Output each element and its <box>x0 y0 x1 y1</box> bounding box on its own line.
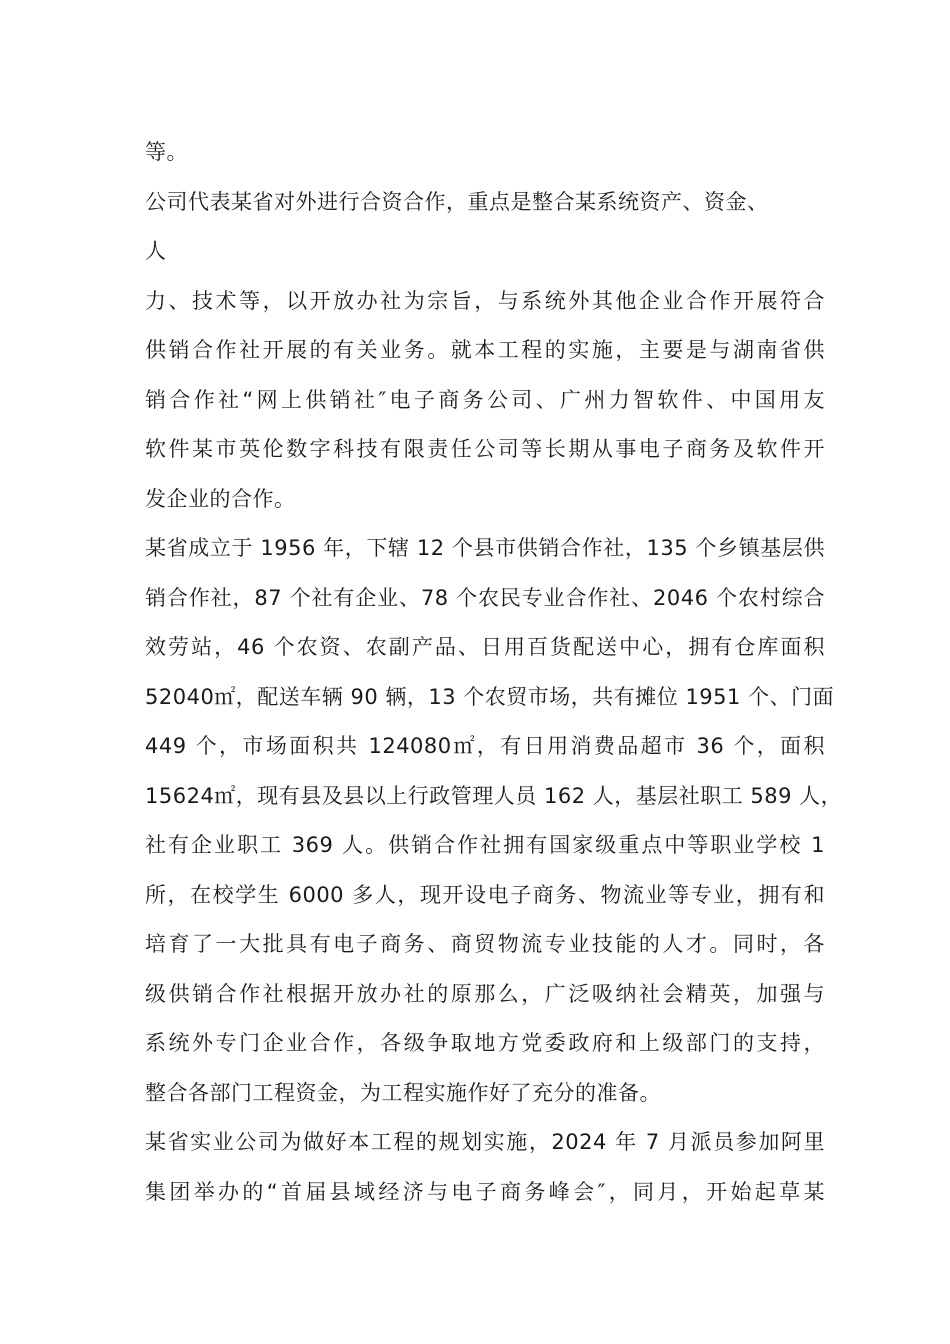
text-line: 整合各部门工程资金，为工程实施作好了充分的准备。 <box>145 1080 661 1105</box>
text-line: 集团举办的“首届县域经济与电子商务峰会″，同月，开始起草某 <box>145 1179 825 1204</box>
text-line: 效劳站，46 个农资、农副产品、日用百货配送中心，拥有仓库面积 <box>145 635 825 659</box>
body-text <box>145 128 843 1217</box>
text-line: 销合作社，87 个社有企业、78 个农民专业合作社、2046 个农村综合 <box>145 585 825 610</box>
text-line: 所，在校学生 6000 多人，现开设电子商务、物流业等专业，拥有和 <box>145 882 825 907</box>
text-line: 级供销合作社根据开放办社的原那么，广泛吸纳社会精英，加强与 <box>145 981 825 1006</box>
text-line: 人 <box>145 239 167 263</box>
text-line: 系统外专门企业合作，各级争取地方党委政府和上级部门的支持， <box>145 1031 825 1055</box>
text-line: 培育了一大批具有电子商务、商贸物流专业技能的人才。同时，各 <box>145 932 825 956</box>
text-line: 某省实业公司为做好本工程的规划实施，2024 年 7 月派员参加阿里 <box>145 1130 825 1154</box>
text-line: 软件某市英伦数字科技有限责任公司等长期从事电子商务及软件开 <box>145 437 825 461</box>
text-line: 52040㎡，配送车辆 90 辆，13 个农贸市场，共有摊位 1951 个、门面 <box>145 684 835 709</box>
text-line: 公司代表某省对外进行合资合作，重点是整合某系统资产、资金、 <box>145 189 769 214</box>
text-line: 等。 <box>145 140 188 164</box>
text-line: 15624㎡，现有县及县以上行政管理人员 162 人，基层社职工 589 人， <box>145 783 843 808</box>
text-line: 供销合作社开展的有关业务。就本工程的实施，主要是与湖南省供 <box>145 338 825 362</box>
text-line: 力、技术等，以开放办社为宗旨，与系统外其他企业合作开展符合 <box>145 288 825 313</box>
text-line: 社有企业职工 369 人。供销合作社拥有国家级重点中等职业学校 1 <box>145 833 825 857</box>
text-line: 449 个，市场面积共 124080㎡，有日用消费品超市 36 个，面积 <box>145 734 825 758</box>
text-line: 销合作社“网上供销社″电子商务公司、广州力智软件、中国用友 <box>145 387 825 412</box>
text-line: 某省成立于 1956 年，下辖 12 个县市供销合作社，135 个乡镇基层供 <box>145 536 825 560</box>
text-line: 发企业的合作。 <box>145 486 296 511</box>
